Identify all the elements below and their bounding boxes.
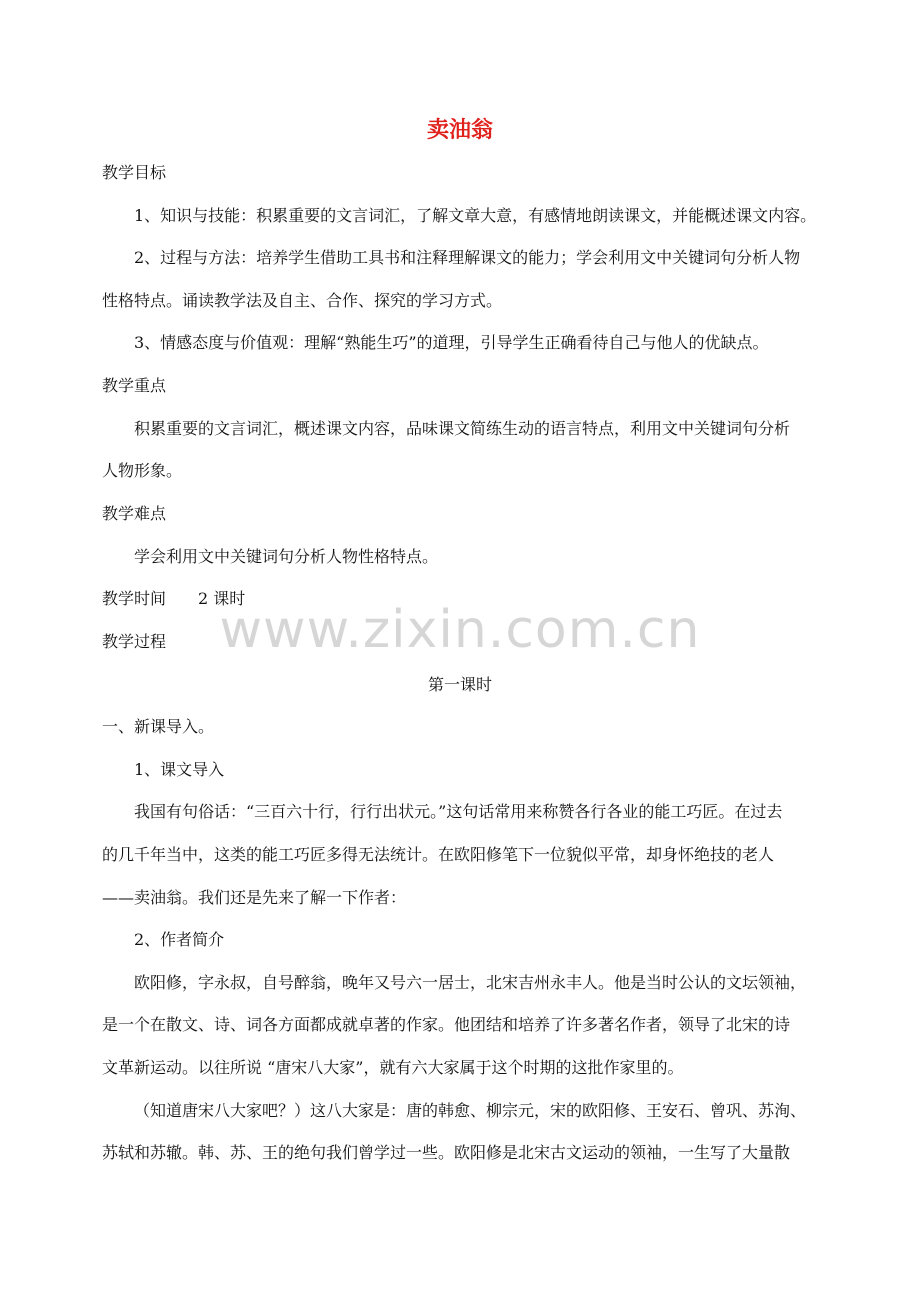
- subsection-text-intro: 1、课文导入: [134, 760, 225, 779]
- author-paragraph-1: 欧阳修，字永叔，自号醉翁，晚年又号六一居士，北宋吉州永丰人。他是当时公认的文坛领袖，: [134, 973, 807, 992]
- teaching-time: [102, 588, 245, 610]
- goal-process-cont: 性格特点。诵读教学法及自主、合作、探究的学习方式。: [102, 291, 503, 310]
- intro-paragraph-2: 的几千年当中，这类的能工巧匠多得无法统计。在欧阳修笔下一位貌似平常，却身怀绝技的老人: [102, 845, 775, 864]
- heading-teaching-goals: 教学目标: [102, 163, 167, 182]
- author-paragraph-2: 是一个在散文、诗、词各方面都成就卓著的作家。他团结和培养了许多著名作者，领导了北宋的诗: [102, 1015, 791, 1034]
- watermark: www.zixin.com.cn: [219, 600, 701, 660]
- author-paragraph-3: 文革新运动。以往所说 “唐宋八大家”，就有六大家属于这个时期的这批作家里的。: [102, 1058, 684, 1077]
- heading-key-points: 教学重点: [102, 376, 167, 395]
- intro-paragraph-1: 我国有句俗话：“三百六十行，行行出状元。”这句话常用来称赞各行各业的能工巧匠。在过去: [134, 802, 783, 821]
- difficulties-text: 学会利用文中关键词句分析人物性格特点。: [134, 547, 439, 566]
- eight-masters-paragraph-1: （知道唐宋八大家吧？）这八大家是：唐的韩愈、柳宗元，宋的欧阳修、王安石、曾巩、苏洵、: [134, 1101, 807, 1120]
- heading-difficulties: 教学难点: [102, 504, 167, 523]
- document-title: 卖油翁: [426, 118, 493, 143]
- goal-process: 2、过程与方法：培养学生借助工具书和注释理解课文的能力；学会利用文中关键词句分析人物: [134, 248, 801, 267]
- key-points-text: 积累重要的文言词汇，概述课文内容，品味课文简练生动的语言特点，利用文中关键词句分析: [134, 419, 791, 438]
- teaching-time-value: 2 课时: [198, 589, 246, 608]
- subsection-author: 2、作者简介: [134, 930, 225, 949]
- goal-knowledge: 1、知识与技能：积累重要的文言词汇，了解文章大意，有感情地朗读课文，并能概述课文内容。: [134, 206, 817, 225]
- section-intro: 一、新课导入。: [102, 717, 215, 736]
- teaching-time-label: 教学时间: [102, 589, 167, 608]
- eight-masters-paragraph-2: 苏轼和苏辙。韩、苏、王的绝句我们曾学过一些。欧阳修是北宋古文运动的领袖，一生写了大量散: [102, 1143, 791, 1162]
- intro-paragraph-3: ——卖油翁。我们还是先来了解一下作者：: [102, 888, 407, 907]
- heading-process: 教学过程: [102, 632, 167, 651]
- key-points-text-cont: 人物形象。: [102, 461, 183, 480]
- goal-emotion: 3、情感态度与价值观：理解“熟能生巧”的道理，引导学生正确看待自己与他人的优缺点。: [134, 333, 769, 352]
- lesson-heading: 第一课时: [427, 675, 492, 694]
